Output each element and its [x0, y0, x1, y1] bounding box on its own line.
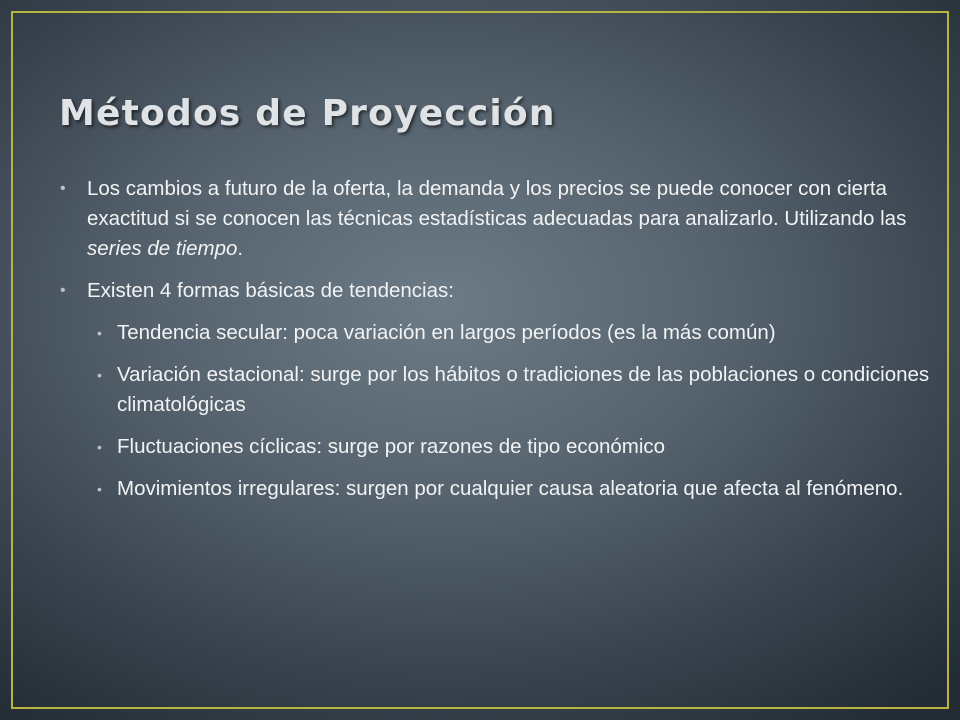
bullet-dot-icon: • — [97, 367, 102, 383]
bullet-dot-icon: • — [97, 481, 102, 497]
sub-bullet-text: Tendencia secular: poca variación en largos períodos (es la más común) — [117, 321, 776, 344]
bullet-dot-icon: • — [97, 325, 102, 341]
bullet-text-end: . — [237, 237, 244, 260]
bullet-emphasis: series de tiempo — [87, 237, 238, 260]
slide-body — [60, 174, 930, 516]
sub-bullet-item — [97, 474, 937, 504]
bullet-item — [60, 276, 920, 306]
bullet-dot-icon: • — [60, 282, 66, 299]
bullet-item — [60, 174, 920, 264]
sub-bullet-item — [97, 432, 937, 462]
slide-title: Métodos de Proyección — [59, 93, 556, 134]
bullet-dot-icon: • — [97, 439, 102, 455]
sub-bullet-item — [97, 360, 937, 420]
bullet-dot-icon: • — [60, 180, 66, 197]
bullet-text: Existen 4 formas básicas de tendencias: — [87, 279, 454, 302]
sub-bullet-text: Fluctuaciones cíclicas: surge por razones de tipo económico — [117, 435, 666, 458]
bullet-text: Los cambios a futuro de la oferta, la demanda y los precios se puede conocer con cierta exactitud si se conocen las técnicas estadísticas adecuadas para analizarlo. Utilizando las — [87, 177, 907, 230]
sub-bullet-text: Movimientos irregulares: surgen por cualquier causa aleatoria que afecta al fenómeno. — [117, 477, 904, 500]
sub-bullet-item — [97, 318, 937, 348]
sub-bullet-text: Variación estacional: surge por los hábitos o tradiciones de las poblaciones o condiciones climatológicas — [117, 363, 930, 416]
